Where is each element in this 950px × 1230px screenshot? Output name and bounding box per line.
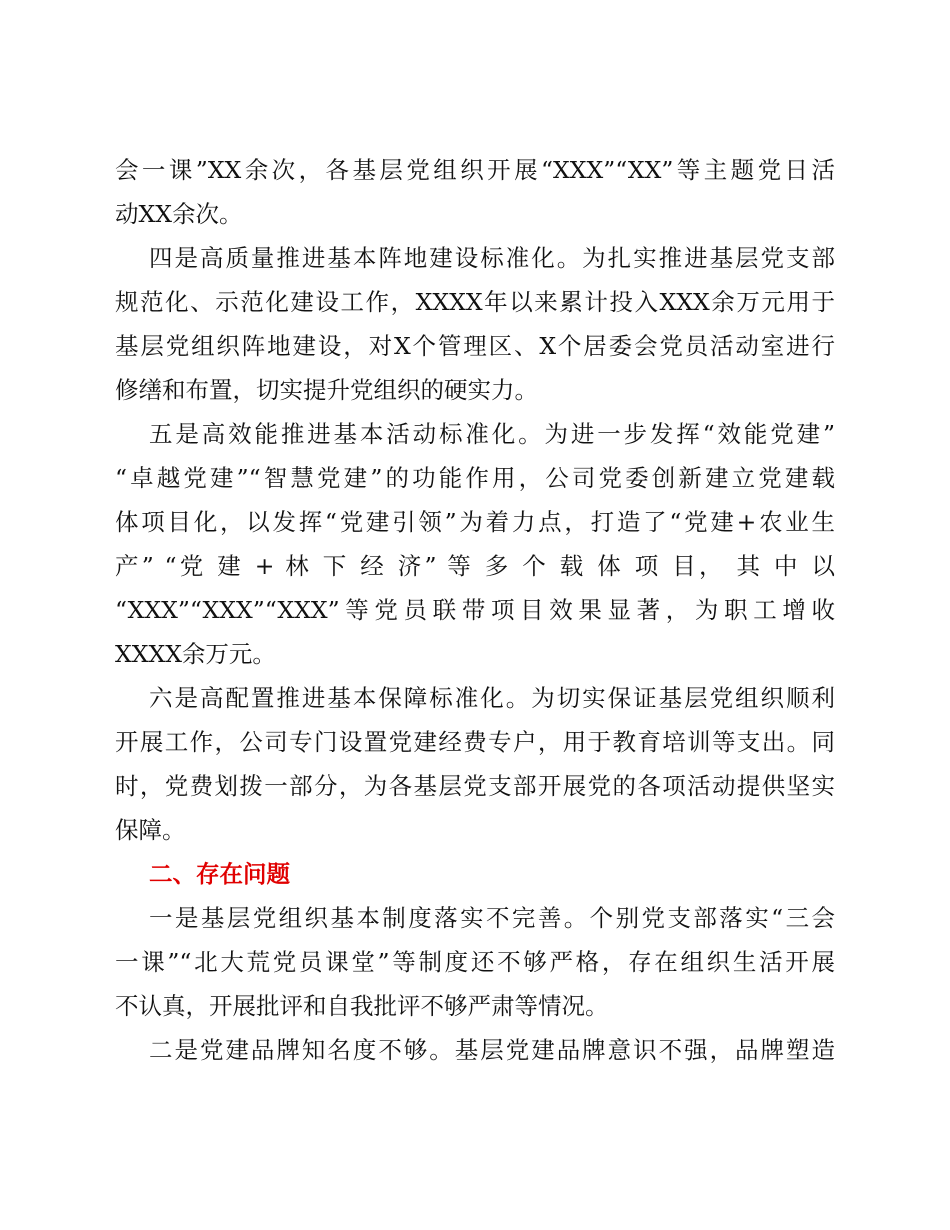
text-line: 会一课”XX余次，各基层党组织开展“XXX”“XX”等主题党日活 (115, 156, 835, 184)
paragraph-item-4 (115, 236, 835, 412)
text-line: 时，党费划拨一部分，为各基层党支部开展党的各项活动提供坚实 (115, 772, 835, 800)
text-line: 四是高质量推进基本阵地建设标准化。为扎实推进基层党支部 (149, 244, 835, 272)
paragraph-problem-1 (115, 896, 835, 1028)
text-line: 基层党组织阵地建设，对X个管理区、X个居委会党员活动室进行 (115, 332, 835, 360)
text-line: 修缮和布置，切实提升党组织的硬实力。 (115, 376, 538, 404)
text-line: 六是高配置推进基本保障标准化。为切实保证基层党组织顺利 (149, 684, 835, 712)
text-line: 规范化、示范化建设工作，XXXX年以来累计投入XXX余万元用于 (115, 288, 835, 316)
text-line: 产” “党 建 + 林 下 经 济” 等 多 个 载 体 项 目， 其 中 以 (115, 552, 835, 580)
text-line: 不认真，开展批评和自我批评不够严肃等情况。 (115, 992, 609, 1020)
text-line: 保障。 (115, 816, 186, 844)
document-body (115, 148, 835, 1072)
paragraph-item-5 (115, 412, 835, 676)
text-line: 开展工作，公司专门设置党建经费专户，用于教育培训等支出。同 (115, 728, 835, 756)
text-line: “XXX”“XXX”“XXX”等党员联带项目效果显著，为职工增收 (115, 596, 835, 624)
text-line: 二是党建品牌知名度不够。基层党建品牌意识不强，品牌塑造 (149, 1036, 835, 1064)
text-line: 五是高效能推进基本活动标准化。为进一步发挥“效能党建” (149, 420, 835, 448)
text-line: 一课”“北大荒党员课堂”等制度还不够严格，存在组织生活开展 (115, 948, 835, 976)
text-line: “卓越党建”“智慧党建”的功能作用，公司党委创新建立党建载 (115, 464, 835, 492)
section-heading: 二、存在问题 (149, 860, 290, 888)
paragraph-item-6 (115, 676, 835, 852)
text-line: 体项目化，以发挥“党建引领”为着力点，打造了“党建+农业生 (115, 508, 835, 536)
text-line: XXXX余万元。 (115, 640, 276, 668)
text-line: 动XX余次。 (115, 200, 243, 228)
paragraph-problem-2 (115, 1028, 835, 1072)
paragraph-continuation (115, 148, 835, 236)
text-line: 一是基层党组织基本制度落实不完善。个别党支部落实“三会 (149, 904, 835, 932)
